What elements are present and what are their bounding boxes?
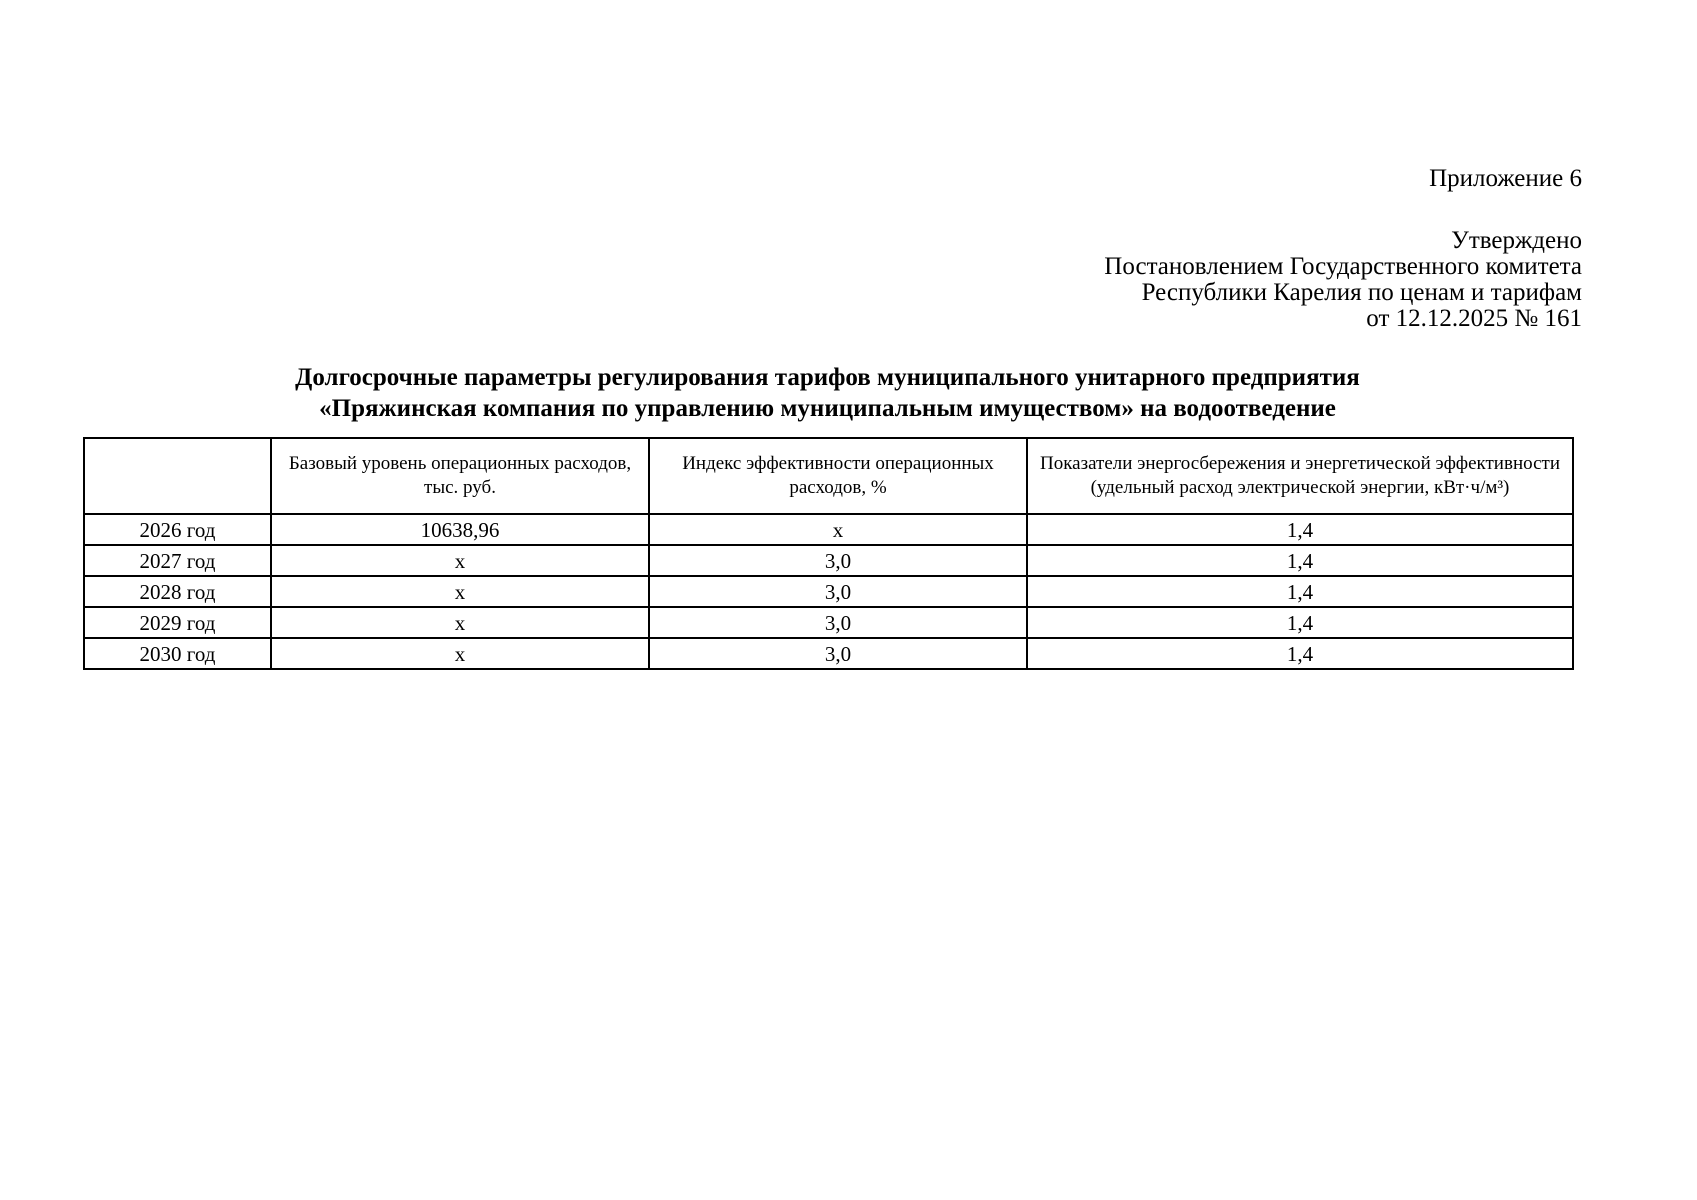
- table-row: [84, 607, 1573, 638]
- document-title-line-1: Долгосрочные параметры регулирования тарифов муниципального унитарного предприятия: [295, 364, 1360, 391]
- column-header-year: [84, 438, 271, 514]
- cell-energy-efficiency: 1,4: [1027, 607, 1573, 638]
- approval-line-date-number: от 12.12.2025 № 161: [1366, 305, 1582, 332]
- cell-year: 2029 год: [84, 607, 271, 638]
- document-header-right: [1104, 166, 1582, 332]
- appendix-label: Приложение 6: [1429, 165, 1582, 192]
- cell-energy-efficiency: 1,4: [1027, 576, 1573, 607]
- cell-energy-efficiency: 1,4: [1027, 514, 1573, 545]
- approval-line-committee: Республики Карелия по ценам и тарифам: [1141, 279, 1582, 306]
- cell-efficiency-index: х: [649, 514, 1027, 545]
- cell-base-level: 10638,96: [271, 514, 649, 545]
- cell-year: 2028 год: [84, 576, 271, 607]
- table-row: [84, 545, 1573, 576]
- approval-block: [1104, 228, 1582, 332]
- cell-efficiency-index: 3,0: [649, 545, 1027, 576]
- cell-base-level: х: [271, 638, 649, 669]
- column-header-base-level: Базовый уровень операционных расходов, тыс. руб.: [271, 438, 649, 514]
- cell-year: 2030 год: [84, 638, 271, 669]
- cell-year: 2026 год: [84, 514, 271, 545]
- cell-base-level: х: [271, 607, 649, 638]
- table-row: [84, 576, 1573, 607]
- table-row: [84, 514, 1573, 545]
- cell-efficiency-index: 3,0: [649, 638, 1027, 669]
- column-header-energy-efficiency: Показатели энергосбережения и энергетической эффективности (удельный расход электрической энергии, кВт·ч/м³): [1027, 438, 1573, 514]
- approval-line-resolution: Постановлением Государственного комитета: [1104, 253, 1582, 280]
- table-header-row: [84, 438, 1573, 514]
- approval-line-approved: Утверждено: [1451, 227, 1582, 254]
- document-title-line-2: «Пряжинская компания по управлению муниципальным имуществом» на водоотведение: [319, 395, 1336, 422]
- document-title: [83, 362, 1572, 424]
- cell-efficiency-index: 3,0: [649, 576, 1027, 607]
- cell-energy-efficiency: 1,4: [1027, 638, 1573, 669]
- cell-energy-efficiency: 1,4: [1027, 545, 1573, 576]
- cell-year: 2027 год: [84, 545, 271, 576]
- parameters-table: [83, 437, 1574, 670]
- table-row: [84, 638, 1573, 669]
- column-header-efficiency-index: Индекс эффективности операционных расходов, %: [649, 438, 1027, 514]
- cell-base-level: х: [271, 545, 649, 576]
- cell-base-level: х: [271, 576, 649, 607]
- cell-efficiency-index: 3,0: [649, 607, 1027, 638]
